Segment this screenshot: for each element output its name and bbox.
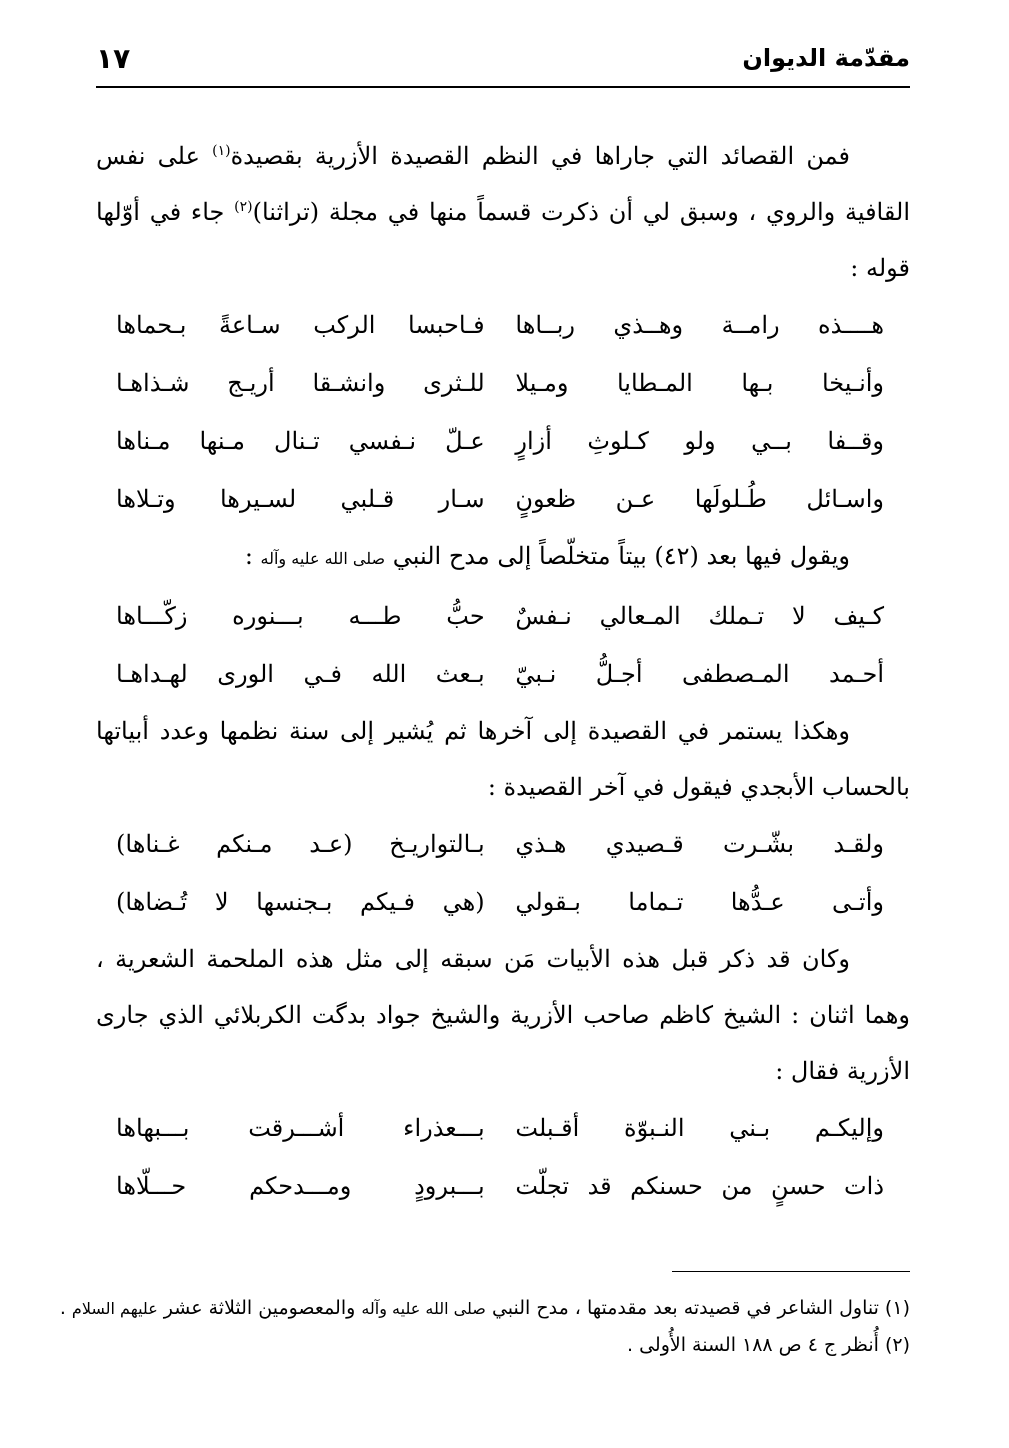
verse-line [116,815,884,873]
footnote-text: . [59,1297,72,1319]
verse-line [116,296,884,354]
verse-block-4 [96,1099,910,1215]
verse-second-hemistich: بـعث الله فـي الورى لهـداهـا [116,660,485,688]
verse-line [116,412,884,470]
salawat-symbol: عليهم السلام [71,1299,158,1318]
salawat-symbol: صلى الله عليه وآله [361,1299,486,1318]
paragraph-intro [96,128,910,296]
footnote-ref-1: (١) [212,143,231,159]
verse-second-hemistich: بـــبرودٍ ومـــدحكم حـــلّاها [116,1172,485,1200]
verse-first-hemistich: ولقـد بشّـرت قـصيدي هـذي [515,830,884,858]
footnote-text: (١) تناول الشاعر في قصيدته بعد مقدمتها ، مدح النبي [491,1297,910,1319]
verse-line [116,1099,884,1157]
verse-line [116,645,884,703]
verse-first-hemistich: ذات حسنٍ من حسنكم قد تجلّت [515,1172,884,1200]
verse-block-3 [96,815,910,931]
salawat-symbol: صلى الله عليه وآله [260,549,386,568]
verse-second-hemistich: (هي فـيكم بـجنسها لا تُـضاها) [116,888,485,916]
verse-line [116,1157,884,1215]
footnote-2: (٢) أُنظر ج ٤ ص ١٨٨ السنة الأُولى . [627,1334,910,1356]
verse-first-hemistich: أحـمد المـصطفى أجـلُّ نـبيّ [515,660,884,688]
paragraph-text: جاء في أوّلها قوله : [96,198,910,282]
verse-second-hemistich: عـلّ نـفسي تـنال مـنها مـناها [116,427,485,455]
verse-second-hemistich: بـالتواريـخ (عـد مـنكم غـناها) [116,830,485,858]
verse-second-hemistich: سـار قـلبي لسـيرها وتـلاها [116,485,485,513]
verse-second-hemistich: للـثرى وانشـقا أريـج شـذاهـا [116,369,485,397]
paragraph-transition [96,528,910,587]
page-header [96,38,910,88]
footnote-1 [59,1290,910,1327]
verse-first-hemistich: وقــفا بــي ولو كـلوثِ أزارٍ [515,427,884,455]
paragraph-text: على نفس القافية والروي ، وسبق لي أن ذكرت قسماً منها في مجلة (تراثنا) [96,142,910,226]
paragraph-text: ويقول فيها بعد (٤٢) بيتاً متخلّصاً إلى مدح النبي [392,542,850,570]
paragraph-text: فمن القصائد التي جاراها في النظم القصيدة الأزرية بقصيدة [230,142,850,170]
verse-line [116,587,884,645]
verse-first-hemistich: وأنـيخا بـها المـطايا ومـيلا [515,369,884,397]
footnotes [59,1290,910,1364]
verse-first-hemistich: كـيف لا تـملك المـعالي نـفسٌ [515,602,884,630]
running-title: مقدّمة الديوان [742,44,910,72]
footnote-ref-2: (٢) [234,199,253,215]
verse-first-hemistich: هــــذه رامــة وهــذي ربــاها [515,311,884,339]
verse-line [116,470,884,528]
verse-block-1 [96,296,910,528]
paragraph-text: : [244,542,261,570]
verse-line [116,354,884,412]
footnote-text: والمعصومين الثلاثة عشر [163,1297,362,1319]
paragraph-abjad: وهكذا يستمر في القصيدة إلى آخرها ثم يُشير إلى سنة نظمها وعدد أبياتها بالحساب الأبجدي فيقول في آخر القصيدة : [96,717,910,801]
paragraph-predecessors: وكان قد ذكر قبل هذه الأبيات مَن سبقه إلى مثل هذه الملحمة الشعرية ، وهما اثنان : الشيخ كاظم صاحب الأزرية والشيخ جواد بدگت الكربلائي الذي جارى الأزرية فقال : [96,945,910,1085]
verse-second-hemistich: فـاحبسا الركب سـاعةً بـحماها [116,311,485,339]
verse-first-hemistich: واسـائل طُـلولَها عـن ظعونٍ [515,485,884,513]
verse-block-2 [96,587,910,703]
verse-second-hemistich: بـــعذراء أشـــرقت بـــبهاها [116,1114,485,1142]
footnote-divider [672,1271,910,1272]
verse-second-hemistich: حبُّ طـــه بـــنوره زكّـــاها [116,602,485,630]
page-number: ١٧ [96,42,131,75]
verse-first-hemistich: وإليكـم بـني النـبوّة أقـبلت [515,1114,884,1142]
verse-line [116,873,884,931]
verse-first-hemistich: وأتـى عـدُّها تـماما بـقولي [515,888,884,916]
page-body [96,128,910,1215]
